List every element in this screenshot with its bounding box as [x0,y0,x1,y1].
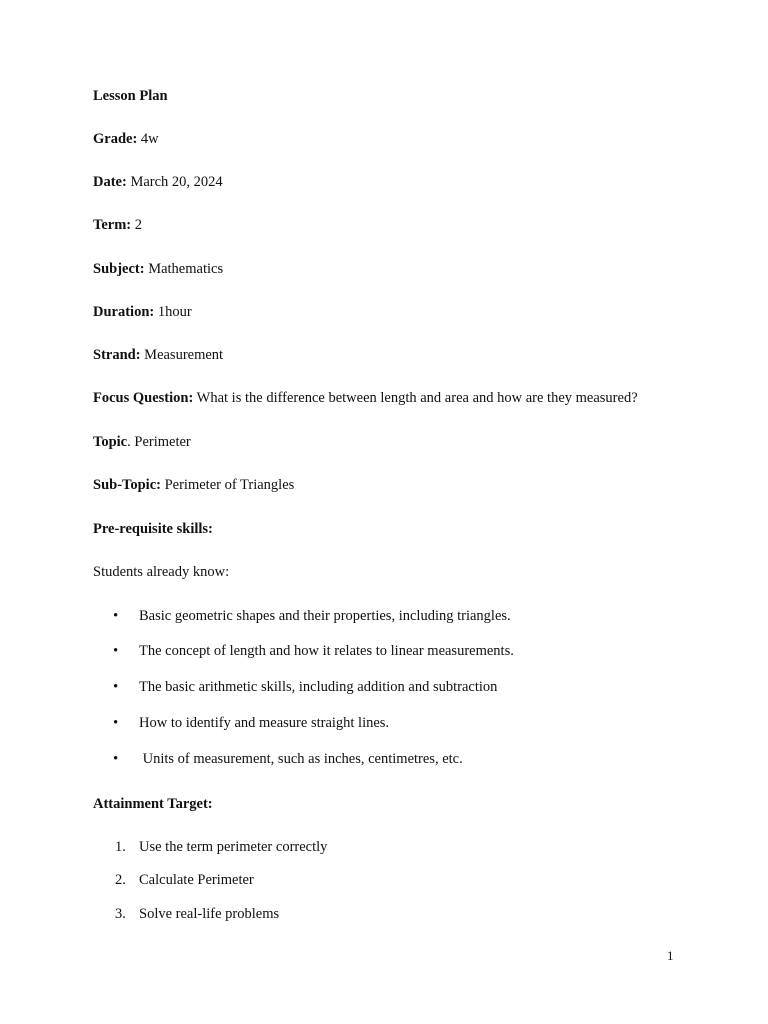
field-sub-topic [93,476,294,494]
list-item: The concept of length and how it relates to linear measurements. [139,643,514,659]
list-number: 3. [115,906,126,922]
list-item: Calculate Perimeter [139,872,254,888]
field-strand [93,346,223,364]
document-title: Lesson Plan [93,88,168,104]
field-value: Measurement [140,347,224,363]
bullet-icon: • [113,715,119,731]
field-grade [93,130,159,148]
field-label: Date: [93,174,127,190]
prereq-intro: Students already know: [93,564,230,580]
field-focus-question [93,389,638,407]
field-value: What is the difference between length and area and how are they measured? [193,390,638,406]
field-value: . Perimeter [127,434,191,450]
list-item: Solve real-life problems [139,906,280,922]
field-value: Mathematics [144,261,224,277]
list-item: Units of measurement, such as inches, centimetres, etc. [139,751,463,767]
list-item: How to identify and measure straight lines. [139,715,390,731]
field-label: Grade: [93,131,138,147]
list-item: Use the term perimeter correctly [139,839,328,855]
field-term [93,216,142,234]
bullet-icon: • [113,751,119,767]
list-item: Basic geometric shapes and their properties, including triangles. [139,608,511,624]
field-duration [93,303,192,321]
field-label: Subject: [93,261,145,277]
attainment-heading: Attainment Target: [93,796,213,812]
field-value: 4w [137,131,159,147]
bullet-icon: • [113,679,119,695]
field-subject [93,260,223,278]
list-number: 2. [115,872,126,888]
field-label: Term: [93,217,132,233]
page-number: 1 [667,948,674,963]
field-label: Duration: [93,304,155,320]
field-value: 1hour [154,304,192,320]
field-date [93,173,223,191]
field-label: Focus Question: [93,390,194,406]
field-value: March 20, 2024 [126,174,223,190]
field-topic [93,433,191,451]
bullet-icon: • [113,608,119,624]
field-label: Topic [93,434,128,450]
field-value: Perimeter of Triangles [160,477,295,493]
field-value: 2 [131,217,142,233]
list-number: 1. [115,839,126,855]
list-item: The basic arithmetic skills, including addition and subtraction [139,679,498,695]
bullet-icon: • [113,643,119,659]
prereq-heading: Pre-requisite skills: [93,521,213,537]
field-label: Sub-Topic: [93,477,161,493]
field-label: Strand: [93,347,141,363]
